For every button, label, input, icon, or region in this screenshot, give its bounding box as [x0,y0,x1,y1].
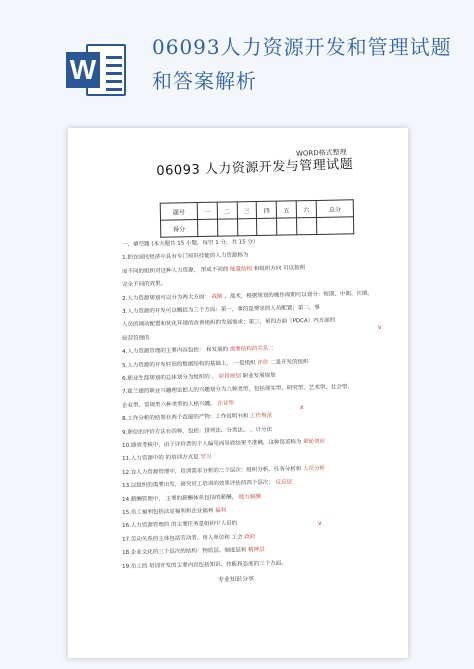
answer-text: 工作规范 [250,413,273,420]
question-text: 8.工作分析的结果有两个直接的产物：工作说明书和 [122,413,251,423]
question-text: 10.绩效考核中，由于评价者的个人偏见而导致结果不准确，这种误差称为 [122,439,304,449]
page-title: 06093人力资源开发和管理试题和答案解析 [152,35,452,93]
question-line [122,506,226,516]
question-text: 完全不同的效果。 [122,281,167,289]
question-text: 11.人力资源中的 的培训方式是 [122,454,201,463]
question-line [122,344,274,355]
question-text: 和组织方向 可以按照 [253,264,306,273]
red-mark: v [318,520,322,527]
answer-text: 反应层 [273,479,293,487]
footer-note: 专业知识分享 [217,575,255,584]
question-text: 二是开发的组织 [270,358,309,366]
score-cell [197,219,217,236]
question-line [122,453,211,463]
question-text: 一、填空题 (本大题共 15 小题，每空 1 分，共 15 分） [122,239,259,248]
question-text: 5.人力资源的开发时间的数据结构的基础上， 一是组织 [122,359,258,369]
answer-text: 学习 [200,454,212,461]
red-mark: x [300,404,304,411]
score-cell: 题号 [160,203,197,221]
header [0,0,474,118]
question-line [122,357,309,369]
question-text: 职业发展规划 [242,372,276,380]
question-line [122,288,373,301]
question-line [122,437,325,449]
score-cell: 得分 [161,220,198,238]
question-text: 6.职业生涯规划的总体划分为组织的 、 [122,373,219,382]
question-text: 16.人力资源管理的 的主要任务是组织中人员的 [122,520,238,530]
question-text: 而不同的组织对这种人力资源， 形成不同的 [122,266,231,275]
score-table [160,199,355,237]
answer-text: 阶段规划 [218,373,243,380]
question-line [122,424,272,435]
question-text: 7.霍兰德的职业兴趣理论把人的兴趣划分为六种类型，包括现实型、研究型、艺术型、社会型、 [122,384,353,396]
question-line [122,478,292,490]
question-text: 企业型、常规型六种类型的人格兴趣。 [122,400,216,409]
question-text: 15.员工福利包括法定福利和企业福利 [122,508,216,516]
score-cell: 三 [237,202,257,219]
answer-text: 需要结构的关系二 [229,346,274,353]
answer-text: 晕轮效应 [303,438,326,446]
question-text: 经营管理的 [122,335,150,342]
document-title: 06093 人力资源开发与管理试题 [156,157,354,179]
answer-text: 政府 [242,534,256,541]
question-line [122,279,166,288]
word-format-label: WORD格式整理 [295,148,347,158]
question-text: 17.劳动关系的主体包括劳动者、用人单位和 工会 [122,534,243,543]
question-line [122,532,255,543]
question-text: 18.企业文化的三个层次的结构：物质层、制度层和 [122,547,249,557]
question-line [122,558,287,569]
score-table-score-row [161,217,354,237]
question-text: 人员的调动配置和优化环境的改善组织的发展需求；第三，第四方面（PDCA）内方面的 [122,317,336,329]
question-text: 、战术，根据规划的操作周期可以划分：短期、中期、长期。 [224,290,373,300]
answer-text: 企业型 [215,400,234,407]
score-cell [297,217,317,234]
word-w-badge: W [66,52,100,88]
question-line [122,411,272,422]
score-cell: 六 [296,200,316,217]
question-line [122,316,335,328]
question-line [122,371,276,382]
question-text: 9.职位的评价方法有四种，包括：排列法、分类法、 、计分法 [122,426,273,436]
score-cell [317,217,354,235]
question-text: 2.人力资源规划可以分为两大方面： [122,293,210,302]
score-cell: 二 [217,202,237,219]
document-preview [68,128,408,658]
question-line [122,492,261,503]
answer-text: 能量结构 [230,266,254,273]
question-line [122,545,265,556]
question-line [122,251,248,262]
answer-text: 人员分析 [303,465,326,473]
score-cell: 五 [277,201,297,218]
score-cell [277,218,297,235]
question-line [122,464,325,476]
score-cell [217,219,237,236]
score-cell: 一 [197,202,217,219]
answer-text: 福利 [215,507,227,515]
question-line [122,303,320,315]
word-document-icon [66,42,128,98]
question-line [122,263,305,275]
score-cell [257,218,277,235]
question-text: 1.把在国民经济中具有专门知识技能的人力资源称为 [122,252,249,262]
question-line [122,383,353,396]
question-line [122,398,234,408]
question-text: 4.人力资源管理的主要内容包括： 和发展的 [122,346,230,356]
score-cell [237,219,257,236]
question-text: 3.人力资源的开发可以概括为三个方面：第一，事的是要求的人员配置；第二，事 [122,304,320,315]
question-line [122,333,150,342]
question-line [122,237,259,248]
answer-text: 精神层 [248,547,265,554]
answer-text: 评价 [257,359,271,366]
question-text: 13.以组织的需要出发，研究员工培训的效果评估的四个层次： [122,480,274,490]
answer-text: 能力薪酬 [237,493,261,501]
score-cell: 总分 [316,200,353,218]
answer-text: 战略 [209,293,225,300]
red-mark: v [378,324,382,331]
question-text: 19.员工的 培训开发的主要内容包括知识、技能和态度的三个方面。 [122,560,287,570]
question-text: 14.薪酬管理中， 主要的薪酬体系包括的薪酬， [122,494,238,503]
question-line [122,519,237,529]
score-cell: 四 [257,201,277,218]
question-text: 12.在人力资源管理中，培训需求分析的三个层次：组织分析、任务分析和 [122,466,304,476]
